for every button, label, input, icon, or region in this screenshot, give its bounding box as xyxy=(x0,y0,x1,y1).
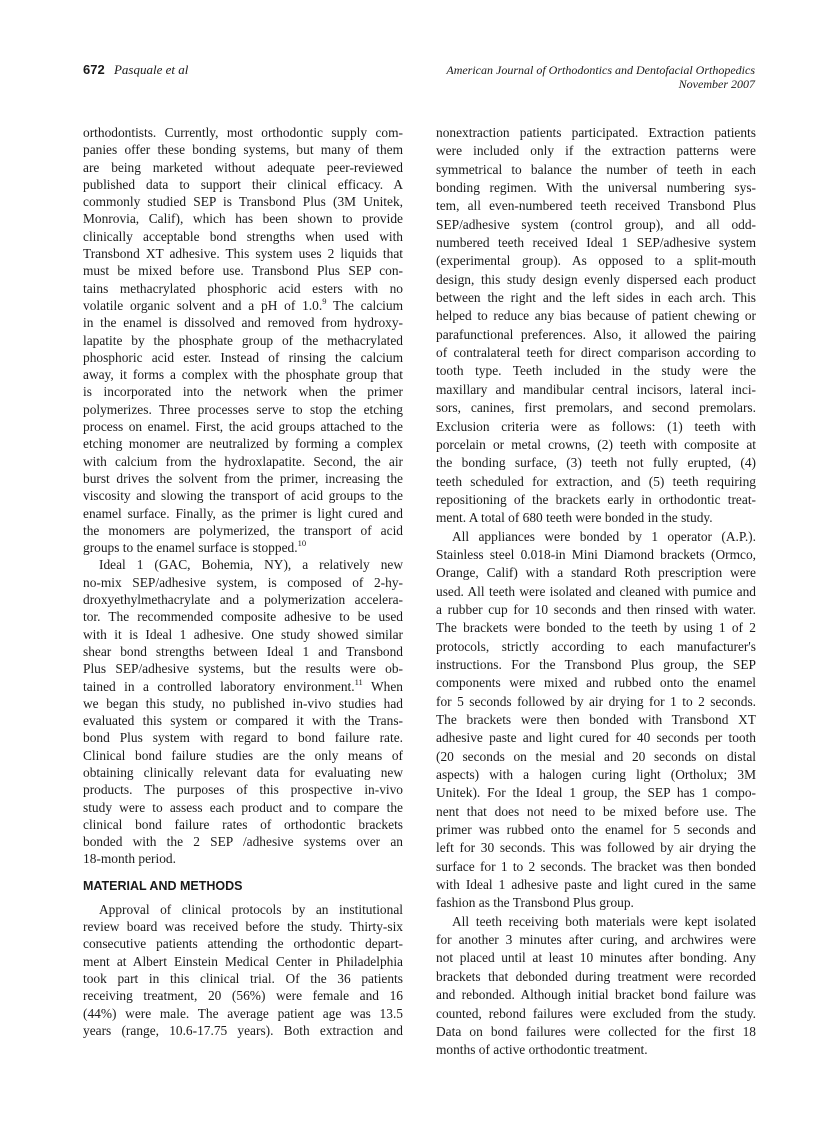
text-line: burst drives the solvent from the primer, increasing the xyxy=(83,470,403,486)
text-line: fashion as the Transbond Plus group. xyxy=(436,895,634,911)
text-line: (44%) were male. The average patient age was 13.5 xyxy=(83,1005,403,1021)
text-line: maxillary and mandibular central incisors, lateral inci- xyxy=(436,381,756,397)
text-line: phosphoric acid ester. Instead of rinsing the calcium xyxy=(83,349,403,365)
text-line: counted, rebond failures were excluded from the study. xyxy=(436,1005,756,1021)
text-line: All appliances were bonded by 1 operator (A.P.). xyxy=(452,528,756,544)
text-line: no-mix SEP/adhesive system, is composed of 2-hy- xyxy=(83,574,403,590)
text-line: instructions. For the Transbond Plus group, the SEP xyxy=(436,656,756,672)
text-line: viscosity and slowing the transport of acid groups to the xyxy=(83,488,403,504)
text-line: symmetrical to balance the number of teeth in each xyxy=(436,161,756,177)
text-line: Plus SEP/adhesive systems, but the results were ob- xyxy=(83,661,403,677)
text-line: ment. A total of 680 teeth were bonded in the study. xyxy=(436,510,713,526)
text-line: were included only if the extraction patterns were xyxy=(436,143,756,159)
text-line: consecutive patients attending the orthodontic depart- xyxy=(83,936,403,952)
text-line: surface for 1 to 2 seconds. The bracket was then bonded xyxy=(436,858,756,874)
text-line: teeth scheduled for extraction, and (5) teeth requiring xyxy=(436,473,756,489)
text-line: study were to assess each product and to compare the xyxy=(83,799,403,815)
text-line: receiving treatment, 20 (56%) were female and 16 xyxy=(83,988,403,1004)
text-line: between the right and the left sides in each arch. This xyxy=(436,290,756,306)
text-column-left xyxy=(83,124,403,1039)
text-line: with Ideal 1 adhesive paste and light cured in the same xyxy=(436,877,756,893)
text-line: droxyethylmethacrylate and a polymerization accelera- xyxy=(83,592,403,608)
issue-date: November 2007 xyxy=(678,77,755,91)
text-line: parafunctional preferences. Also, it allowed the pairing xyxy=(436,326,756,342)
text-line: Ideal 1 (GAC, Bohemia, NY), a relatively new xyxy=(99,557,403,573)
text-line: aspects) with a halogen curing light (Ortholux; 3M xyxy=(436,767,756,783)
text-line: obtaining clinically relevant data for evaluating new xyxy=(83,764,403,780)
running-header-right xyxy=(446,63,755,91)
text-line: Approval of clinical protocols by an institutional xyxy=(99,901,403,917)
text-line: tained in a controlled laboratory environment.$^{11}$ When xyxy=(83,677,403,694)
text-line: Unitek). For the Ideal 1 group, the SEP has 1 compo- xyxy=(436,785,756,801)
text-line: bonded with the 2 SEP /adhesive systems over an xyxy=(83,834,403,850)
text-line: primer was rubbed onto the enamel for 5 seconds and xyxy=(436,822,756,838)
text-line: numbered teeth received Ideal 1 SEP/adhesive system xyxy=(436,235,756,251)
text-line: months of active orthodontic treatment. xyxy=(436,1042,648,1058)
text-line: left for 30 seconds. This was followed by air drying the xyxy=(436,840,756,856)
text-line: tooth type. Teeth included in the study were the xyxy=(436,363,756,379)
text-line: polymerizes. Three processes serve to stop the etching xyxy=(83,401,403,417)
text-line: SEP/adhesive system (control group), and all odd- xyxy=(436,216,756,232)
text-line: brackets that debonded during treatment were recorded xyxy=(436,968,756,984)
text-line: must be mixed before use. Transbond Plus SEP con- xyxy=(83,263,403,279)
text-line: Orange, Calif) with a standard Roth prescription were xyxy=(436,565,756,581)
text-line: bonding regimen. With the universal numbering sys- xyxy=(436,180,756,196)
text-line: (20 seconds on the mesial and 20 seconds on distal xyxy=(436,748,756,764)
text-line: enamel surface. Finally, as the primer is light cured and xyxy=(83,505,403,521)
text-line: (experimental group). As opposed to a split-mouth xyxy=(436,253,756,269)
text-line: helped to reduce any bias because of patient chewing or xyxy=(436,308,756,324)
text-line: bond Plus system with regard to bond failure rate. xyxy=(83,730,403,746)
text-line: porcelain or metal crowns, (2) teeth with composite at xyxy=(436,436,756,452)
text-line: evaluated this system or compared it with the Trans- xyxy=(83,713,403,729)
text-line: sors, canines, first premolars, and second premolars. xyxy=(436,400,756,416)
journal-title: American Journal of Orthodontics and Dentofacial Orthopedics xyxy=(446,63,755,77)
text-line: adhesive paste and light cured for 40 seconds per tooth xyxy=(436,730,756,746)
text-line: for 5 seconds followed by air drying for 1 to 2 seconds. xyxy=(436,693,756,709)
citation-reference: 10 xyxy=(297,539,307,549)
text-line: 18-month period. xyxy=(83,851,176,867)
text-line: repositioning of the brackets early in orthodontic treat- xyxy=(436,491,756,507)
text-line: years (range, 10.6-17.75 years). Both extraction and xyxy=(83,1022,403,1038)
text-line: we began this study, no published in-vivo studies had xyxy=(83,695,403,711)
text-line: not placed until at least 10 minutes after bonding. Any xyxy=(436,950,756,966)
citation-reference: 11 xyxy=(354,677,363,687)
text-line: Transbond XT adhesive. This system uses 2 liquids that xyxy=(83,246,403,262)
text-line: clinical bond failure rates of orthodontic brackets xyxy=(83,816,403,832)
text-line: commonly studied SEP is Transbond Plus (3M Unitek, xyxy=(83,194,403,210)
text-line: in the enamel is dissolved and removed from hydroxy- xyxy=(83,315,403,331)
text-line: protocols, strictly according to each manufacturer's xyxy=(436,638,756,654)
text-line: groups to the enamel surface is stopped.$^{10}$ xyxy=(83,539,307,556)
text-line: The brackets were bonded to the teeth by using 1 of 2 xyxy=(436,620,756,636)
running-authors: Pasquale et al xyxy=(113,62,189,77)
text-line: with it is Ideal 1 adhesive. One study showed similar xyxy=(83,626,403,642)
text-line: and rebonded. Although initial bracket bond failure was xyxy=(436,987,756,1003)
text-line: orthodontists. Currently, most orthodontic supply com- xyxy=(83,125,403,140)
text-line: a rubber cup for 10 seconds and then rinsed with water. xyxy=(436,601,756,617)
text-line: Stainless steel 0.018-in Mini Diamond brackets (Ormco, xyxy=(436,546,756,562)
text-line: Monrovia, Calif), which has been shown to provide xyxy=(83,211,403,227)
text-line: took part in this clinical trial. Of the 36 patients xyxy=(83,970,403,986)
text-line: nent that does not need to be mixed before use. The xyxy=(436,803,756,819)
text-line: panies offer these bonding systems, but many of them xyxy=(83,142,403,158)
text-line: nonextraction patients participated. Extraction patients xyxy=(436,125,756,140)
text-line: lapatite by the phosphate group of the methacrylated xyxy=(83,332,403,348)
text-line: with calcium from the hydroxlapatite. Second, the air xyxy=(83,453,403,469)
text-line: away, it forms a complex with the phosphate group that xyxy=(83,367,403,383)
text-line: the monomers are polymerized, the transport of acid xyxy=(83,522,403,538)
text-column-right xyxy=(436,124,756,1060)
text-line: volatile organic solvent and a pH of 1.0.$^9$ The calcium xyxy=(83,296,403,313)
text-line: are being marketed without adequate peer-reviewed xyxy=(83,159,403,175)
section-heading: MATERIAL AND METHODS xyxy=(83,878,243,893)
text-line: Clinical bond failure studies are the only means of xyxy=(83,747,403,763)
text-line: design, this study design evenly dispersed each product xyxy=(436,271,756,287)
text-line: for another 3 minutes after curing, and archwires were xyxy=(436,932,756,948)
text-line: Exclusion criteria were as follows: (1) teeth with xyxy=(436,418,756,434)
text-line: of contralateral teeth for direct comparison according to xyxy=(436,345,756,361)
text-line: used. All teeth were isolated and cleaned with pumice and xyxy=(436,583,756,599)
text-line: tor. The recommended composite adhesive to be used xyxy=(83,609,403,625)
text-line: review board was received before the study. Thirty-six xyxy=(83,919,403,935)
text-line: components were mixed and rubbed onto the enamel xyxy=(436,675,756,691)
text-line: Data on bond failures were collected for the first 18 xyxy=(436,1023,756,1039)
text-line: tains methacrylated phosphoric acid esters with no xyxy=(83,280,403,296)
running-header-left xyxy=(83,62,188,78)
text-line: published data to support their clinical efficacy. A xyxy=(83,176,403,192)
text-line: The brackets were then bonded with Transbond XT xyxy=(436,712,756,727)
text-line: process on enamel. First, the acid groups attached to the xyxy=(83,419,403,435)
text-line: clinically acceptable bond strengths when used with xyxy=(83,228,403,244)
text-line: shear bond strengths between Ideal 1 and Transbond xyxy=(83,643,403,659)
text-line: is incorporated into the network when the primer xyxy=(83,384,403,400)
page-number: 672 xyxy=(83,62,105,77)
text-line: the bonding surface, (3) teeth not fully erupted, (4) xyxy=(436,455,756,471)
text-line: etching monomer are neutralized by forming a complex xyxy=(83,436,403,452)
text-line: ment at Albert Einstein Medical Center in Philadelphia xyxy=(83,953,403,969)
text-line: products. The purposes of this prospective in-vivo xyxy=(83,782,403,798)
text-line: All teeth receiving both materials were kept isolated xyxy=(452,913,756,929)
text-line: tem, all even-numbered teeth received Transbond Plus xyxy=(436,198,756,214)
citation-reference: 9 xyxy=(322,296,327,306)
